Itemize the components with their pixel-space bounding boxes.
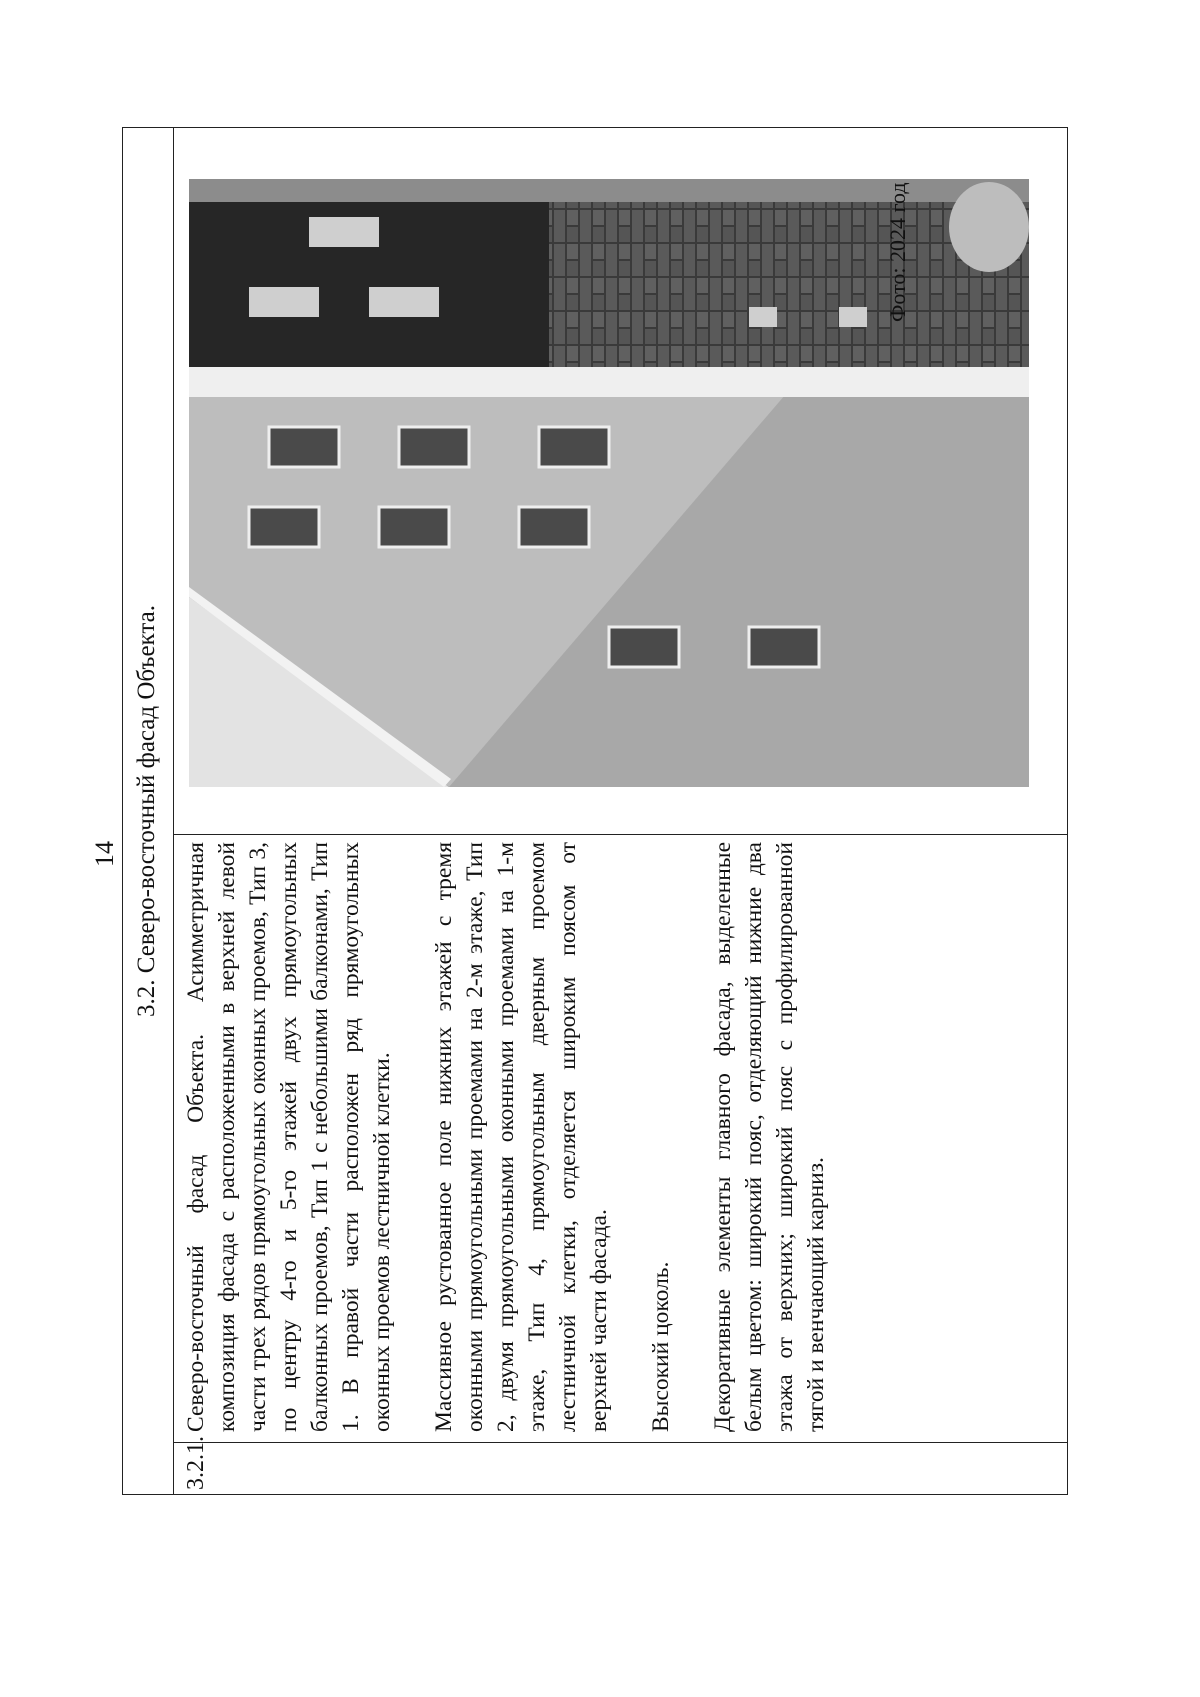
photo-caption: Фото: 2024 год — [885, 182, 910, 322]
facade-table — [122, 127, 1068, 1495]
page-number: 14 — [90, 841, 119, 867]
paragraph-plinth: Высокий цоколь. — [648, 1261, 674, 1432]
paragraph-facade-composition: Северо-восточный фасад Объекта. Асимметричная композиция фасада с расположенными в верхней левой части трех рядов прямоугольных оконных проемов, Тип 3, по центру 4-го и 5-го этажей двух прямоугольных балконных проемов, Тип 1 с небольшими балконами, Тип 1. В правой части расположен ряд прямоугольных оконных проемов лестничной клетки. — [183, 842, 395, 1432]
section-title: 3.2. Северо-восточный фасад Объекта. — [133, 605, 160, 1017]
column-divider — [173, 1442, 1067, 1443]
table-header-row — [123, 128, 174, 1494]
paragraph-decorative-elements: Декоративные элементы главного фасада, выделенные белым цветом: широкий пояс, отделяющий нижние два этажа от верхних; широкий пояс с профилированной тягой и венчающий карниз. — [710, 842, 829, 1432]
photo-caption-wrap — [993, 0, 1033, 174]
row-number: 3.2.1. — [183, 1436, 209, 1490]
description-cell — [181, 842, 863, 1432]
column-divider — [173, 834, 1067, 835]
paragraph-rusticated-field: Массивное рустованное поле нижних этажей с тремя оконными прямоугольными проемами на 2-м этаже, Тип 2, двумя прямоугольными оконными проемами на 1-м этаже, Тип 4, прямоугольным дверным проемом лестничной клетки, отделяется широким поясом от верхней части фасада. — [431, 842, 612, 1432]
